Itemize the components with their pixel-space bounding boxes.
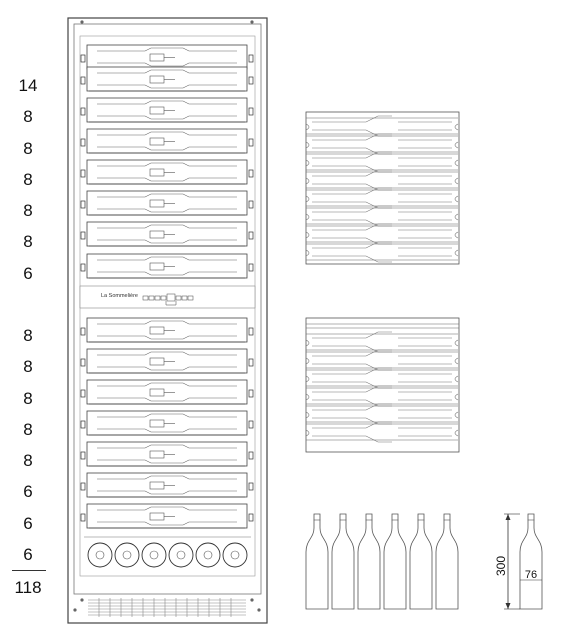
- bottle-dimension-drawing: [494, 514, 542, 609]
- shelf-count: 8: [23, 232, 33, 251]
- shelf-count: 6: [23, 264, 33, 283]
- bottle-profile: [332, 514, 354, 609]
- bottle-profile: [410, 514, 432, 609]
- shelf-count: 14: [18, 76, 38, 95]
- shelf-drawer: [81, 473, 253, 497]
- shelf-count: 8: [23, 107, 33, 126]
- shelf-count: 6: [23, 514, 33, 533]
- shelf-drawer: [81, 45, 253, 91]
- shelf-drawer: [81, 222, 253, 246]
- shelf-drawer: [81, 380, 253, 404]
- bottle-end-view: [115, 543, 139, 567]
- shelf-drawer: [81, 160, 253, 184]
- bottle-end-view: [196, 543, 220, 567]
- bottle-profile: [384, 514, 406, 609]
- bottle-profile: [436, 514, 458, 609]
- total-count: 118: [14, 578, 42, 597]
- control-panel: [80, 286, 255, 308]
- shelf-drawer: [81, 98, 253, 122]
- drawer-stack-lower: [81, 318, 253, 528]
- rack-side-view-upper: [306, 112, 459, 264]
- shelf-drawer: [81, 254, 253, 278]
- shelf-drawer: [81, 504, 253, 528]
- shelf-count: 8: [23, 357, 33, 376]
- bottle-end-view: [88, 543, 112, 567]
- rack-side-view-lower: [306, 318, 459, 452]
- shelf-drawer: [81, 411, 253, 435]
- bottle-profile: [358, 514, 380, 609]
- shelf-count: 8: [23, 201, 33, 220]
- drawer-stack-upper: [81, 45, 253, 278]
- brand-label: La Sommelière: [101, 293, 138, 299]
- shelf-count: 8: [23, 389, 33, 408]
- shelf-count: 6: [23, 545, 33, 564]
- shelf-count: 8: [23, 139, 33, 158]
- shelf-drawer: [81, 349, 253, 373]
- bottle-diameter-label: 76: [524, 569, 538, 581]
- bottle-height-label: 300: [494, 555, 508, 577]
- shelf-count: 8: [23, 451, 33, 470]
- shelf-drawer: [81, 129, 253, 153]
- shelf-count: 6: [23, 482, 33, 501]
- bottle-profile-row: [306, 514, 458, 609]
- shelf-count: 8: [23, 326, 33, 345]
- bottle-end-view: [142, 543, 166, 567]
- shelf-drawer: [81, 318, 253, 342]
- shelf-count: 8: [23, 420, 33, 439]
- shelf-drawer: [81, 442, 253, 466]
- bottle-end-view: [169, 543, 193, 567]
- bottle-end-view: [223, 543, 247, 567]
- shelf-drawer: [81, 191, 253, 215]
- shelf-count: 8: [23, 170, 33, 189]
- bottle-profile: [306, 514, 328, 609]
